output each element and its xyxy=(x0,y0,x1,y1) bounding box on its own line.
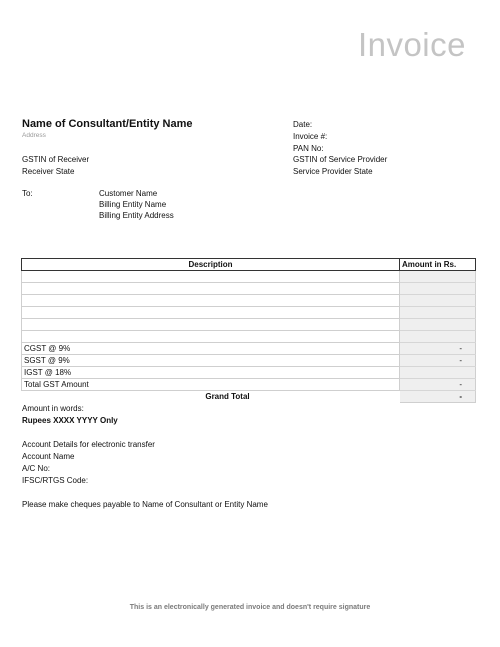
row-amount: - xyxy=(400,355,476,367)
amount-header: Amount in Rs. xyxy=(400,259,476,271)
row-amount xyxy=(400,367,476,379)
table-row xyxy=(22,319,476,331)
row-amount xyxy=(400,283,476,295)
row-amount xyxy=(400,319,476,331)
table-row xyxy=(22,283,476,295)
footer-note: This is an electronically generated invoice and doesn't require signature xyxy=(129,604,371,611)
customer-name: Customer Name xyxy=(99,189,158,198)
amount-in-words-label: Amount in words: xyxy=(22,404,84,413)
cgst-row xyxy=(22,343,476,355)
account-details-heading: Account Details for electronic transfer xyxy=(22,440,155,449)
igst-row xyxy=(22,367,476,379)
invoice-number-label: Invoice #: xyxy=(293,132,328,141)
row-amount xyxy=(400,271,476,283)
bill-to-label: To: xyxy=(22,189,33,198)
row-amount xyxy=(400,295,476,307)
row-description: CGST @ 9% xyxy=(22,343,400,355)
table-row xyxy=(22,295,476,307)
row-description: SGST @ 9% xyxy=(22,355,400,367)
billing-entity-name: Billing Entity Name xyxy=(99,200,167,209)
grand-total-label: Grand Total xyxy=(205,392,250,402)
description-header: Description xyxy=(22,259,400,271)
row-description xyxy=(22,331,400,343)
total-gst-row xyxy=(22,379,476,391)
receiver-state: Receiver State xyxy=(22,167,75,176)
table-row xyxy=(22,307,476,319)
provider-state: Service Provider State xyxy=(293,167,373,176)
invoice-title: Invoice xyxy=(357,26,466,63)
amount-in-words-value: Rupees XXXX YYYY Only xyxy=(22,416,118,425)
gstin-provider: GSTIN of Service Provider xyxy=(293,155,388,164)
row-amount: - xyxy=(400,343,476,355)
grand-total-amount: - xyxy=(400,391,476,403)
row-amount xyxy=(400,307,476,319)
row-description: IGST @ 18% xyxy=(22,367,400,379)
table-row xyxy=(22,331,476,343)
row-description xyxy=(22,295,400,307)
row-description xyxy=(22,271,400,283)
row-description xyxy=(22,307,400,319)
row-amount xyxy=(400,331,476,343)
date-label: Date: xyxy=(293,120,313,129)
invoice-items-table xyxy=(21,258,476,403)
account-name: Account Name xyxy=(22,452,75,461)
consultant-address: Address xyxy=(22,132,46,139)
sgst-row xyxy=(22,355,476,367)
row-description xyxy=(22,319,400,331)
row-amount: - xyxy=(400,379,476,391)
table-header-row xyxy=(22,259,476,271)
consultant-name: Name of Consultant/Entity Name xyxy=(22,118,193,130)
grand-total-row xyxy=(22,391,476,403)
gstin-receiver: GSTIN of Receiver xyxy=(22,155,90,164)
table-row xyxy=(22,271,476,283)
ifsc-label: IFSC/RTGS Code: xyxy=(22,476,89,485)
cheque-note: Please make cheques payable to Name of Consultant or Entity Name xyxy=(22,500,268,509)
pan-label: PAN No: xyxy=(293,144,324,153)
account-number-label: A/C No: xyxy=(22,464,51,473)
row-description: Total GST Amount xyxy=(22,379,400,391)
row-description xyxy=(22,283,400,295)
billing-entity-address: Billing Entity Address xyxy=(99,211,174,220)
